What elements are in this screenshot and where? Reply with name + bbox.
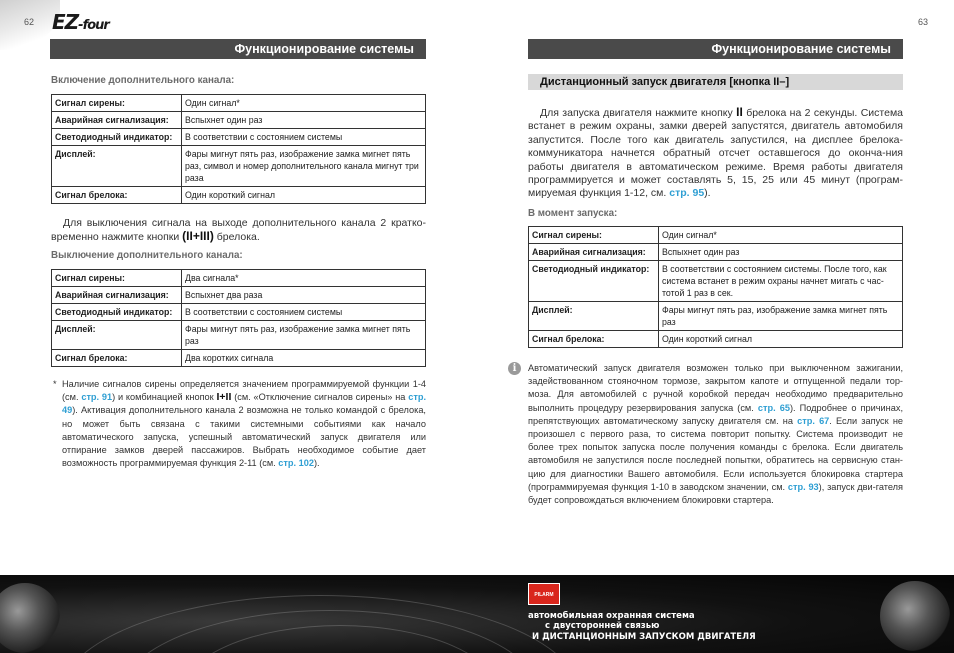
- info-icon: i: [508, 362, 521, 375]
- table-row: [52, 350, 426, 367]
- right-section-title: Функционирование системы: [528, 39, 903, 59]
- table-row: [52, 112, 426, 129]
- row-value: Фары мигнут пять раз, изображение замка мигнет пять раз, символ и номер дополнительного канала мигнут три раза: [182, 146, 426, 187]
- table-row: [529, 244, 903, 261]
- product-logo: EZ-four: [52, 10, 109, 34]
- row-value: В соответствии с состоянием системы: [182, 129, 426, 146]
- row-label: Аварийная сигнализация:: [52, 112, 182, 129]
- row-label: Сигнал брелока:: [52, 350, 182, 367]
- disable-channel-label: Выключение дополнительного канала:: [51, 250, 243, 261]
- row-label: Сигнал сирены:: [52, 95, 182, 112]
- row-value: В соответствии с состоянием системы. После того, как система встанет в режим охраны начнет мигать с час-тотой 1 раз в сек.: [659, 261, 903, 302]
- table-row: [52, 187, 426, 204]
- footer-tagline-1: автомобильная охранная система: [528, 611, 695, 621]
- row-label: Аварийная сигнализация:: [529, 244, 659, 261]
- link-page-91[interactable]: стр. 91: [81, 392, 113, 403]
- remote-start-subtitle: Дистанционный запуск двигателя [кнопка II–]: [528, 74, 903, 90]
- row-value: Один сигнал*: [182, 95, 426, 112]
- row-value: Фары мигнут пять раз, изображение замка мигнет пять раз: [659, 302, 903, 331]
- button-ii: II: [736, 105, 743, 119]
- table-row: [529, 261, 903, 302]
- row-label: Сигнал сирены:: [529, 227, 659, 244]
- row-label: Сигнал брелока:: [529, 331, 659, 348]
- link-page-67[interactable]: стр. 67: [797, 415, 830, 426]
- row-value: Вспыхнет два раза: [182, 287, 426, 304]
- link-page-102[interactable]: стр. 102: [278, 458, 314, 469]
- link-page-93[interactable]: стр. 93: [787, 481, 819, 492]
- table-row: [52, 304, 426, 321]
- footer-band: [0, 575, 954, 653]
- row-value: Один сигнал*: [659, 227, 903, 244]
- brand-logo: PILARM: [528, 583, 560, 605]
- link-page-49[interactable]: стр. 49: [62, 392, 426, 416]
- left-section-title: Функционирование системы: [50, 39, 426, 59]
- disable-instruction: Для выключения сигнала на выходе дополнительного канала 2 кратко-временно нажмите кнопки (II+III) брелока.: [51, 217, 426, 244]
- table-row: [529, 331, 903, 348]
- button-combo: (II+III): [182, 229, 214, 244]
- enable-channel-label: Включение дополнительного канала:: [51, 75, 235, 86]
- table-row: [529, 302, 903, 331]
- table-row: [52, 129, 426, 146]
- table-row: [52, 287, 426, 304]
- row-label: Светодиодный индикатор:: [529, 261, 659, 302]
- row-label: Сигнал сирены:: [52, 270, 182, 287]
- remote-start-instructions: Для запуска двигателя нажмите кнопку II брелока на 2 секунды. Система встанет в режим охраны, замки дверей запустятся, двигатель автомобиля запустится. После того как двигатель запустился, на дисплее брелока-коммуникатора начнется обратный отсчет оставшегося до оконча-ния работы двигателя в автоматическом режиме. Время работы двигателя программируется и может составлять 5, 15, 25 или 45 минут (програм-мируемая функция 1-12, см. стр. 95).: [528, 105, 904, 200]
- row-label: Дисплей:: [529, 302, 659, 331]
- link-page-65[interactable]: стр. 65: [757, 402, 790, 413]
- disable-channel-table: [51, 269, 426, 367]
- row-label: Светодиодный индикатор:: [52, 129, 182, 146]
- table-row: [52, 270, 426, 287]
- left-footnote: * Наличие сигналов сирены определяется значением программируемой функции 1-4 (см. стр. 91) и комбинацией кнопок I+II (см. «Отключение сигналов сирены» на стр. 49). Активация дополнительного канала 2 возможна не только командой с брелока, но может быть связана с такими системными событиями как начало автоматического запуска, успешный автоматический запуск двигателя или отпирание замков дверей пассажиров. Выбрать необходимое событие дает возможность программируемая функция 2-11 (см. стр. 102).: [53, 379, 426, 469]
- row-value: Вспыхнет один раз: [182, 112, 426, 129]
- row-value: В соответствии с состоянием системы: [182, 304, 426, 321]
- row-value: Фары мигнут пять раз, изображение замка мигнет пять раз: [182, 321, 426, 350]
- table-row: [52, 95, 426, 112]
- row-value: Один короткий сигнал: [659, 331, 903, 348]
- link-page-95[interactable]: стр. 95: [669, 187, 705, 200]
- row-value: Два коротких сигнала: [182, 350, 426, 367]
- leopard-image-left: [0, 583, 60, 653]
- row-label: Дисплей:: [52, 321, 182, 350]
- row-label: Дисплей:: [52, 146, 182, 187]
- row-value: Вспыхнет один раз: [659, 244, 903, 261]
- table-row: [52, 146, 426, 187]
- enable-channel-table: [51, 94, 426, 204]
- table-row: [52, 321, 426, 350]
- start-moment-table: [528, 226, 903, 348]
- left-page-number: 62: [24, 17, 35, 27]
- row-label: Сигнал брелока:: [52, 187, 182, 204]
- right-page-number: 63: [918, 17, 929, 27]
- table-row: [529, 227, 903, 244]
- row-label: Светодиодный индикатор:: [52, 304, 182, 321]
- row-value: Два сигнала*: [182, 270, 426, 287]
- leopard-image-right: [880, 581, 950, 651]
- footer-tagline-2: с двусторонней связью: [545, 621, 660, 631]
- row-label: Аварийная сигнализация:: [52, 287, 182, 304]
- row-value: Один короткий сигнал: [182, 187, 426, 204]
- start-moment-label: В момент запуска:: [528, 208, 618, 219]
- auto-start-note: Автоматический запуск двигателя возможен только при выключенном зажигании, задействованном стояночном тормозе, закрытом капоте и отпущенной педали тор-моза. Для автомобилей с ручной коробкой передач необходимо предварительно выполнить процедуру резервирования запуска (см. стр. 65). Подробнее о причинах, препятствующих автоматическому запуску двигателя см. на стр. 67. Если запуск не произошел с первого раза, то система повторит попытку. Система производит не более трех попыток запуска после получения команды с брелока. Если двигатель автомобиля не запустился после последней попытки, обратитесь на сервисную стан-цию для диагностики Вашего автомобиля. Если используется блокировка стартера (программируемая функция 1-10 в заводском значении, см. стр. 93), запуск дви-гателя будет сопровождаться включением блокировки стартера.: [528, 363, 904, 506]
- footer-tagline-3: И ДИСТАНЦИОННЫМ ЗАПУСКОМ ДВИГАТЕЛЯ: [532, 632, 756, 642]
